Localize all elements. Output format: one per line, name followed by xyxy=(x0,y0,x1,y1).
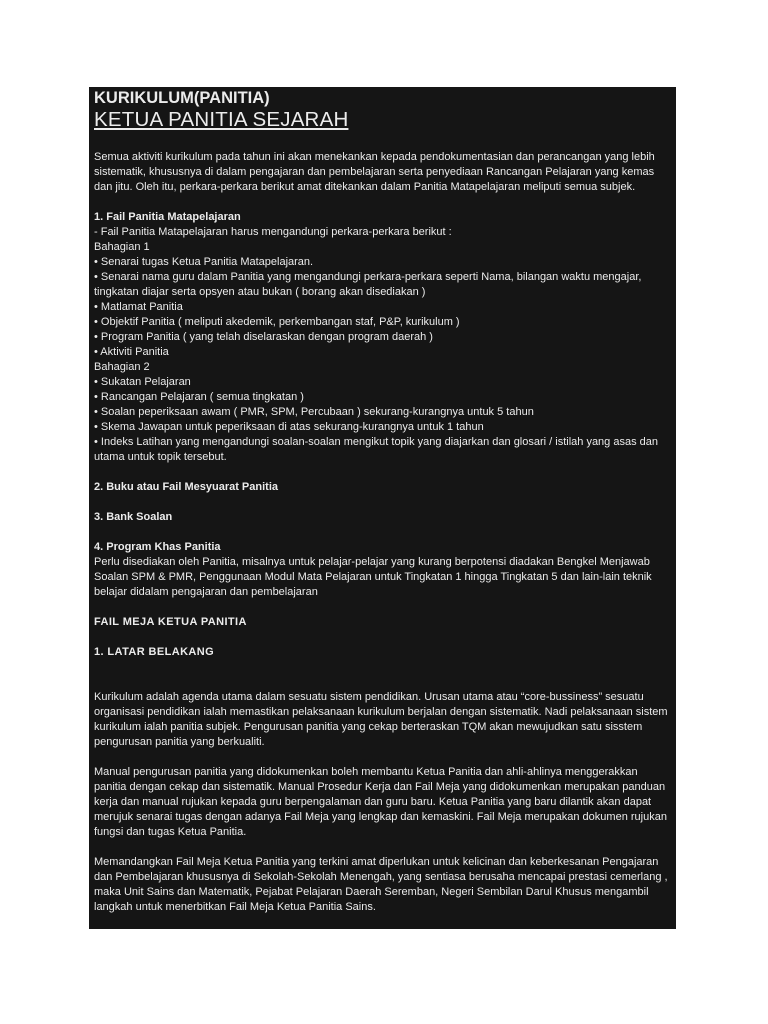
list-item: • Soalan peperiksaan awam ( PMR, SPM, Percubaan ) sekurang-kurangnya untuk 5 tahun xyxy=(94,406,534,418)
latar-paragraph-1: Kurikulum adalah agenda utama dalam sesuatu sistem pendidikan. Urusan utama atau “core-bussiness” sesuatu organisasi pendidikan ialah memastikan pelaksanaan kurikulum berjalan dengan sistematik. Nadi pelaksanaan sistem kurikulum ialah panitia subjek. Pengurusan panitia yang cekap berteraskan TQM akan mewujudkan satu sisstem pengurusan panitia yang berkualiti. xyxy=(94,691,668,748)
list-item: • Program Panitia ( yang telah diselaraskan dengan program daerah ) xyxy=(94,331,433,343)
section-1-lead: - Fail Panitia Matapelajaran harus mengandungi perkara-perkara berikut : xyxy=(94,226,452,238)
section-3-title: 3. Bank Soalan xyxy=(94,511,173,523)
list-item: • Skema Jawapan untuk peperiksaan di atas sekurang-kurangnya untuk 1 tahun xyxy=(94,421,484,433)
section-4-text: Perlu disediakan oleh Panitia, misalnya untuk pelajar-pelajar yang kurang berpotensi diadakan Bengkel Menjawab Soalan SPM & PMR, Penggunaan Modul Mata Pelajaran untuk Tingkatan 1 hingga Tingkatan 5 dan lain-lain teknik belajar didalam pengajaran dan pembelajaran xyxy=(94,556,652,598)
bahagian-1-label: Bahagian 1 xyxy=(94,241,150,253)
heading-kurikulum: KURIKULUM(PANITIA) xyxy=(94,89,270,107)
document-page xyxy=(89,87,676,929)
section-4-title: 4. Program Khas Panitia xyxy=(94,541,221,553)
latar-paragraph-2: Manual pengurusan panitia yang didokumenkan boleh membantu Ketua Panitia dan ahli-ahlinya menggerakkan panitia dengan cekap dan sistematik. Manual Prosedur Kerja dan Fail Meja yang didokumenkan merupakan panduan kerja dan manual rujukan kepada guru berpengalaman dan guru baru. Ketua Panitia yang baru dilantik akan dapat merujuk senarai tugas dengan adanya Fail Meja yang lengkap dan kemaskini. Fail Meja merupakan dokumen rujukan fungsi dan tugas Ketua Panitia. xyxy=(94,766,667,838)
list-item: • Senarai nama guru dalam Panitia yang mengandungi perkara-perkara seperti Nama, bilangan waktu mengajar, tingkatan diajar serta opsyen atau bukan ( borang akan disediakan ) xyxy=(94,271,642,298)
section-1-title: 1. Fail Panitia Matapelajaran xyxy=(94,211,241,223)
list-item: • Objektif Panitia ( meliputi akedemik, perkembangan staf, P&P, kurikulum ) xyxy=(94,316,460,328)
list-item: • Indeks Latihan yang mengandungi soalan-soalan mengikut topik yang diajarkan dan glosari / istilah yang asas dan utama untuk topik tersebut. xyxy=(94,436,658,463)
section-2-title: 2. Buku atau Fail Mesyuarat Panitia xyxy=(94,481,279,493)
list-item: • Rancangan Pelajaran ( semua tingkatan ) xyxy=(94,391,304,403)
heading-ketua-panitia: KETUA PANITIA SEJARAH xyxy=(94,108,349,131)
list-item: • Sukatan Pelajaran xyxy=(94,376,191,388)
fail-meja-title: FAIL MEJA KETUA PANITIA xyxy=(94,616,247,628)
list-item: • Senarai tugas Ketua Panitia Matapelajaran. xyxy=(94,256,314,268)
list-item: • Aktiviti Panitia xyxy=(94,346,169,358)
bahagian-2-label: Bahagian 2 xyxy=(94,361,150,373)
list-item: • Matlamat Panitia xyxy=(94,301,183,313)
latar-belakang-title: 1. LATAR BELAKANG xyxy=(94,646,215,658)
latar-paragraph-3: Memandangkan Fail Meja Ketua Panitia yang terkini amat diperlukan untuk kelicinan dan keberkesanan Pengajaran dan Pembelajaran khususnya di Sekolah-Sekolah Menengah, yang sentiasa berusaha mencapai prestasi cemerlang , maka Unit Sains dan Matematik, Pejabat Pelajaran Daerah Seremban, Negeri Sembilan Darul Khusus mengambil langkah untuk menerbitkan Fail Meja Ketua Panitia Sains. xyxy=(94,856,668,913)
intro-paragraph: Semua aktiviti kurikulum pada tahun ini akan menekankan kepada pendokumentasian dan perancangan yang lebih sistematik, khususnya di dalam pengajaran dan pembelajaran serta penyediaan Rancangan Pelajaran yang kemas dan jitu. Oleh itu, perkara-perkara berikut amat ditekankan dalam Panitia Matapelajaran meliputi semua subjek. xyxy=(94,151,655,193)
